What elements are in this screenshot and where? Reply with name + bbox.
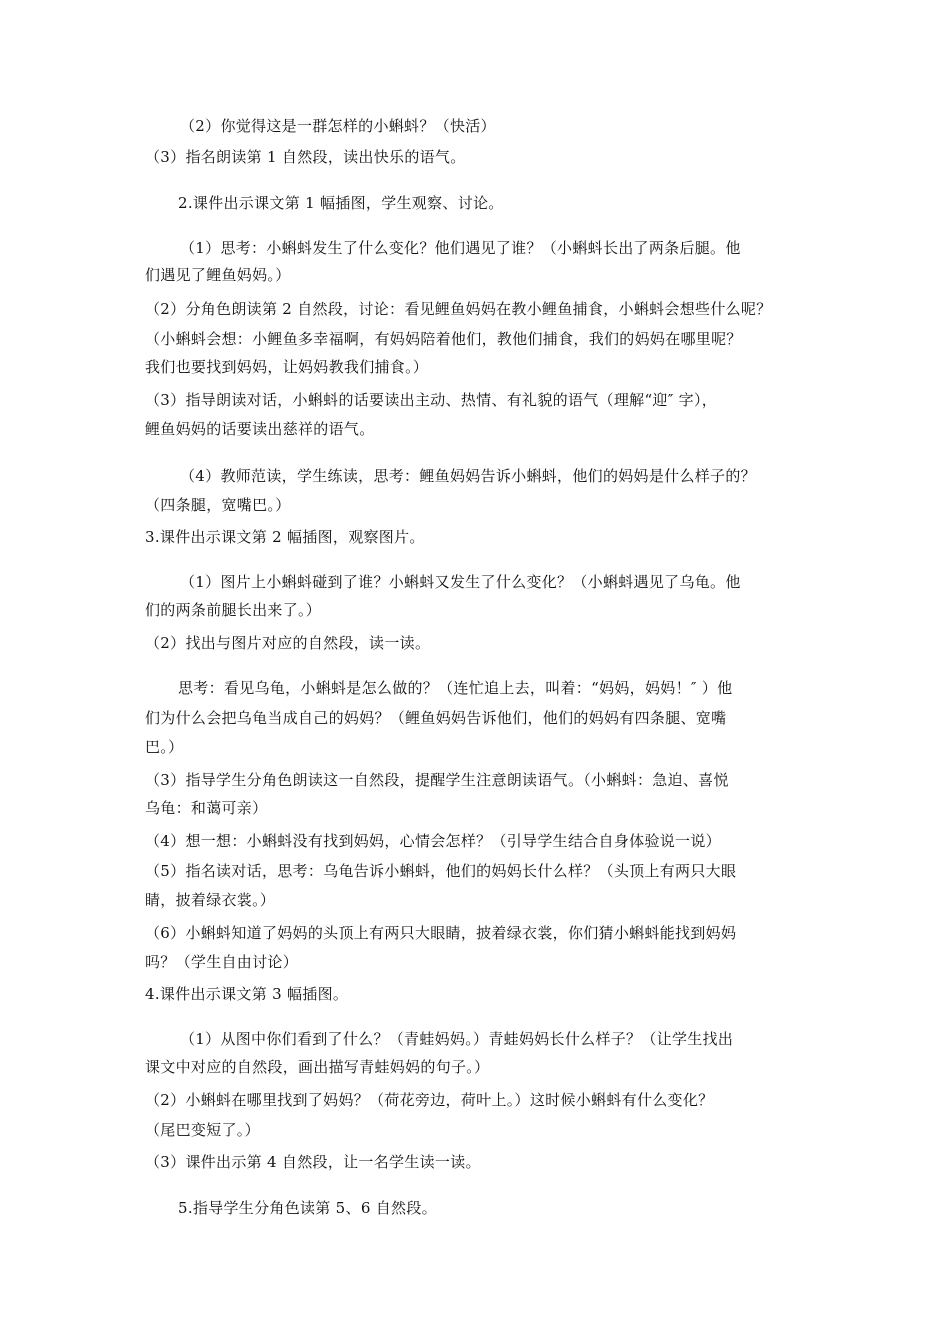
text-line: 5.指导学生分角色读第 5、6 自然段。 [178,1199,437,1217]
text-line: 乌龟：和蔼可亲） [145,799,268,817]
text-line: （3）指名朗读第 1 自然段，读出快乐的语气。 [145,148,466,166]
text-line: （小蝌蚪会想：小鲤鱼多幸福啊，有妈妈陪着他们，教他们捕食，我们的妈妈在哪里呢？ [145,330,742,348]
text-line: （6）小蝌蚪知道了妈妈的头顶上有两只大眼睛，披着绿衣裳，你们猜小蝌蚪能找到妈妈 [145,924,737,942]
text-line: （1）图片上小蝌蚪碰到了谁？小蝌蚪又发生了什么变化？（小蝌蚪遇见了乌龟。他 [180,573,741,591]
text-line: 思考：看见乌龟，小蝌蚪是怎么做的？（连忙追上去，叫着：“妈妈，妈妈！″ ）他 [178,679,733,697]
text-line: 们遇见了鲤鱼妈妈。） [145,266,291,284]
text-line: （四条腿，宽嘴巴。） [145,496,291,514]
text-line: （4）教师范读，学生练读，思考：鲤鱼妈妈告诉小蝌蚪，他们的妈妈是什么样子的？ [180,467,756,485]
text-line: （1）思考：小蝌蚪发生了什么变化？他们遇见了谁？（小蝌蚪长出了两条后腿。他 [180,239,741,257]
text-line: （3）指导学生分角色朗读这一自然段，提醒学生注意朗读语气。（小蝌蚪：急迫、喜悦 [145,771,729,789]
text-line: 课文中对应的自然段，画出描写青蛙妈妈的句子。） [145,1058,490,1076]
text-line: （3）指导朗读对话，小蝌蚪的话要读出主动、热情、有礼貌的语气（理解“迎″ 字）， [145,391,718,409]
text-line: （2）分角色朗读第 2 自然段，讨论：看见鲤鱼妈妈在教小鲤鱼捕食，小蝌蚪会想些什么呢？ [145,300,772,318]
text-line: （2）找出与图片对应的自然段，读一读。 [145,634,431,652]
text-line: （4）想一想：小蝌蚪没有找到妈妈，心情会怎样？（引导学生结合自身体验说一说） [145,832,721,850]
text-line: 巴。） [145,738,184,756]
text-line: （5）指名读对话，思考：乌龟告诉小蝌蚪，他们的妈妈长什么样？（头顶上有两只大眼 [145,862,737,880]
text-line: 鲤鱼妈妈的话要读出慈祥的语气。 [145,420,375,438]
text-line: 们的两条前腿长出来了。） [145,601,322,619]
text-line: 们为什么会把乌龟当成自己的妈妈？（鲤鱼妈妈告诉他们，他们的妈妈有四条腿、宽嘴 [145,709,727,727]
text-line: （2）小蝌蚪在哪里找到了妈妈？（荷花旁边，荷叶上。）这时候小蝌蚪有什么变化？ [145,1091,714,1109]
text-line: 我们也要找到妈妈，让妈妈教我们捕食。） [145,358,429,376]
text-line: （尾巴变短了。） [145,1121,260,1139]
text-line: （1）从图中你们看到了什么？（青蛙妈妈。）青蛙妈妈长什么样子？（让学生找出 [180,1030,734,1048]
text-line: 3.课件出示课文第 2 幅插图，观察图片。 [145,528,425,546]
text-line: （2）你觉得这是一群怎样的小蝌蚪？（快活） [180,117,496,135]
text-line: （3）课件出示第 4 自然段，让一名学生读一读。 [145,1153,481,1171]
text-line: 睛，披着绿衣裳。） [145,891,276,909]
text-line: 2.课件出示课文第 1 幅插图，学生观察、讨论。 [178,194,504,212]
text-line: 吗？（学生自由讨论） [145,953,299,971]
text-line: 4.课件出示课文第 3 幅插图。 [145,985,349,1003]
